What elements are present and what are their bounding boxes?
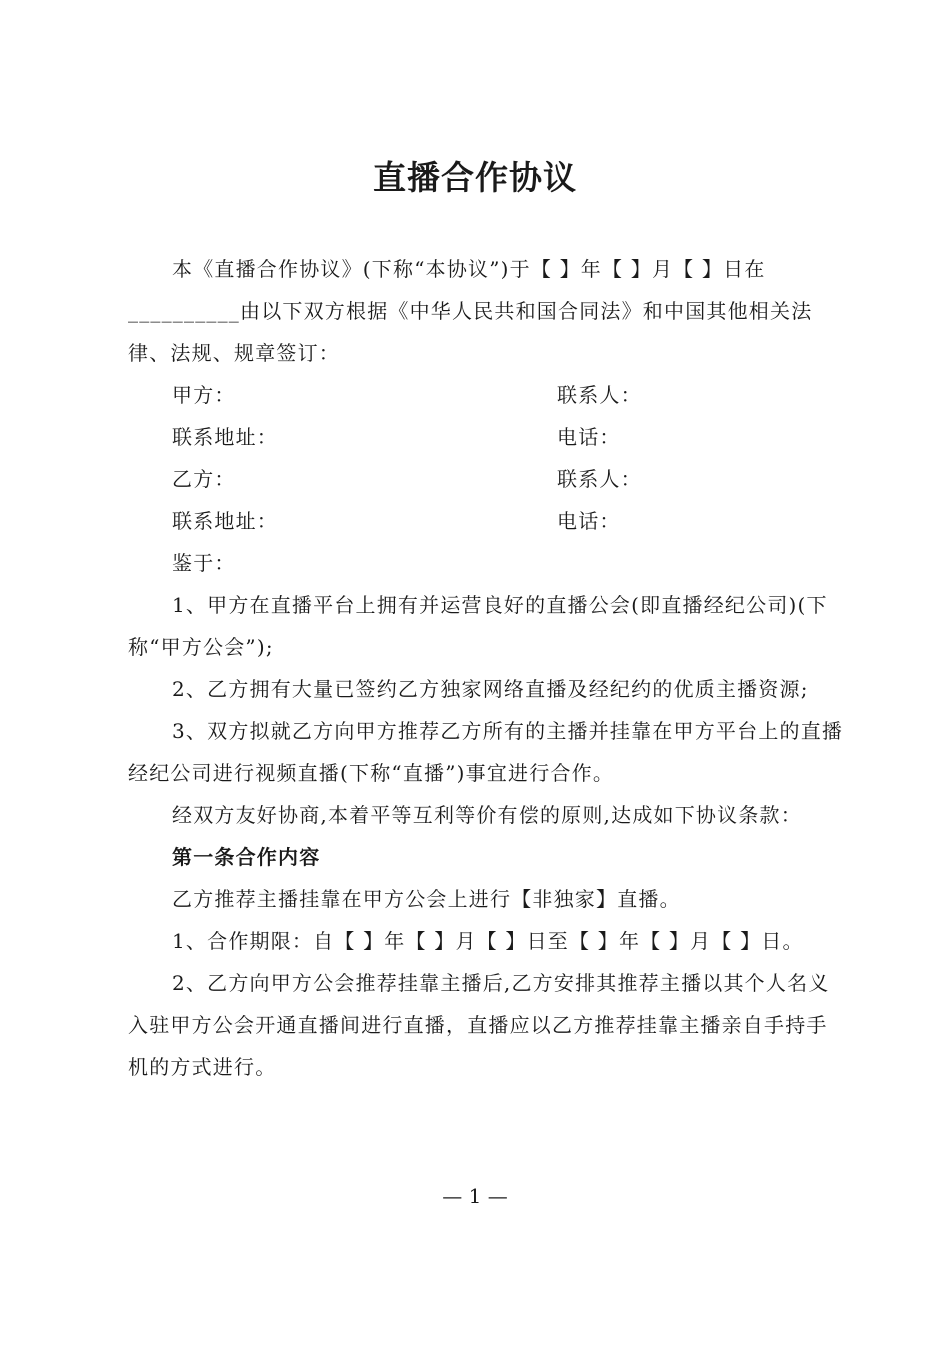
party-row: [128, 374, 844, 416]
party-b-contact-label: 联系人：: [557, 467, 642, 491]
party-a-contact-label: 联系人：: [557, 383, 642, 407]
party-a-phone-label: 电话：: [557, 425, 621, 449]
article-heading: 第一条合作内容: [172, 845, 321, 869]
article-line: 1、合作期限：自【 】年【 】月【 】日至【 】年【 】月【 】日。: [172, 929, 804, 953]
party-b-label: 乙方：: [172, 467, 236, 491]
document-body: [128, 248, 844, 1088]
document-title: 直播合作协议: [373, 158, 577, 197]
party-a-label: 甲方：: [172, 383, 236, 407]
party-row: [128, 416, 844, 458]
article-line: 2、乙方向甲方公会推荐挂靠主播后,乙方安排其推荐主播以其个人名义入驻甲方公会开通直播间进行直播，直播应以乙方推荐挂靠主播亲自手持手机的方式进行。: [128, 971, 830, 1079]
party-b-address-label: 联系地址：: [172, 509, 278, 533]
party-a-address-label: 联系地址：: [172, 425, 278, 449]
party-row: [128, 458, 844, 500]
article-line: 乙方推荐主播挂靠在甲方公会上进行【非独家】直播。: [172, 887, 681, 911]
whereas-item: 3、双方拟就乙方向甲方推荐乙方所有的主播并挂靠在甲方平台上的直播经纪公司进行视频直播(下称“直播”)事宜进行合作。: [128, 719, 844, 785]
agreement-line: 经双方友好协商,本着平等互利等价有偿的原则,达成如下协议条款：: [172, 803, 802, 827]
whereas-item: 2、乙方拥有大量已签约乙方独家网络直播及经纪约的优质主播资源;: [172, 677, 809, 701]
whereas-label: 鉴于：: [172, 551, 236, 575]
party-b-phone-label: 电话：: [557, 509, 621, 533]
party-row: [128, 500, 844, 542]
whereas-item: 1、甲方在直播平台上拥有并运营良好的直播公会(即直播经纪公司)(下称“甲方公会”);: [128, 593, 828, 659]
intro-paragraph: 本《直播合作协议》(下称“本协议”)于【 】年【 】月【 】日在__________由以下双方根据《中华人民共和国合同法》和中国其他相关法律、法规、规章签订：: [128, 257, 813, 365]
page-number: — 1 —: [442, 1184, 508, 1208]
